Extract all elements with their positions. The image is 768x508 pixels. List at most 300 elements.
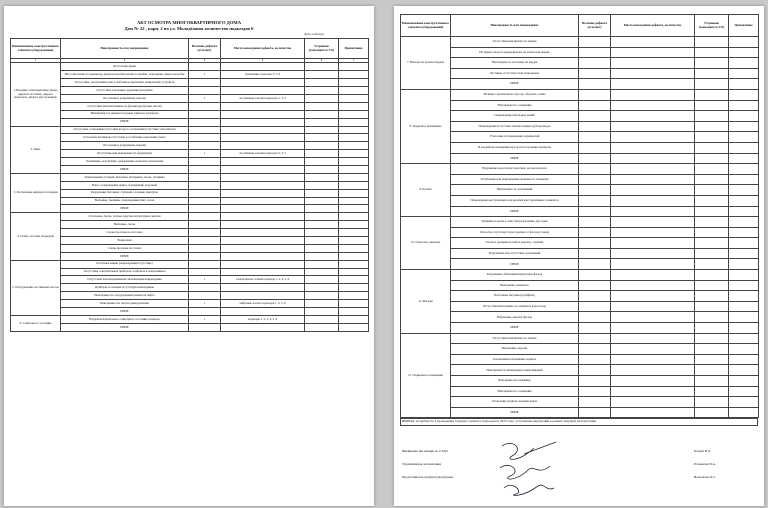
note-cell: [729, 185, 759, 196]
note-cell: [339, 118, 369, 126]
defect-present: [189, 158, 221, 166]
note-cell: [729, 301, 759, 312]
fixed-cell: [305, 205, 339, 213]
note-cell: [339, 158, 369, 166]
table-row: [401, 100, 759, 111]
defect-present: [189, 126, 221, 134]
defect-description: Вандализм: [61, 237, 189, 245]
defect-present: [579, 121, 611, 132]
signature-name: Богдан Н.Д.: [694, 449, 712, 453]
defect-present: [579, 238, 611, 249]
table-row: [401, 365, 759, 376]
defect-location: [221, 252, 305, 260]
defect-description: Выбоины, трещины, повреждения плит, полов: [61, 197, 189, 205]
fixed-cell: [695, 301, 729, 312]
note-cell: [729, 238, 759, 249]
fixed-cell: [305, 158, 339, 166]
defect-location: [611, 142, 695, 153]
defect-location: [221, 229, 305, 237]
defect-present: [579, 89, 611, 100]
defect-location: [221, 268, 305, 276]
table-row: [11, 87, 369, 95]
fixed-cell: [305, 165, 339, 173]
defect-present: [579, 185, 611, 196]
defect-present: [189, 197, 221, 205]
note-cell: [339, 102, 369, 110]
note-cell: [729, 217, 759, 228]
defect-description: Отсутствие остекления/отсутствие второго остекления/отсутствие уплотнителя: [61, 126, 189, 134]
defect-description: Затопление подвала, наличие влаги: [451, 397, 579, 408]
table-header-cell: Место нахождения дефекта, количество: [221, 39, 305, 59]
defect-location: [611, 291, 695, 302]
defect-location: [611, 217, 695, 228]
defect-present: [579, 195, 611, 206]
table-row: [401, 79, 759, 90]
note-cell: [339, 79, 369, 87]
fixed-cell: [305, 87, 339, 95]
note-cell: [729, 407, 759, 418]
defect-present: [579, 344, 611, 355]
defect-description: Не закрыт вход на чердак/кровлю на люках или дверях: [451, 47, 579, 58]
note-cell: [339, 63, 369, 71]
table-row: [401, 312, 759, 323]
defect-location: [611, 397, 695, 408]
defect-present: [189, 134, 221, 142]
table-row: [11, 126, 369, 134]
defect-description: Следы протечек на стенах: [61, 244, 189, 252]
fixed-cell: [305, 237, 339, 245]
defect-description: Почтовые ящики (повреждения/отсутствие): [61, 260, 189, 268]
defect-present: [579, 79, 611, 90]
note-cell: [729, 227, 759, 238]
section-name: 8. Чердачное помещение: [401, 89, 451, 163]
fixed-cell: [305, 221, 339, 229]
table-header-cell: Примечание: [729, 15, 759, 37]
table-row: [11, 134, 369, 142]
act-subtitle: Дом № 22 , корп. 2 по ул. Молодёжная количество подъездов 6: [124, 26, 254, 31]
defect-location: лестничные клетки подъездов 2, 3, 5: [221, 150, 305, 158]
fixed-cell: [305, 260, 339, 268]
fixed-cell: [305, 71, 339, 79]
defect-location: [611, 58, 695, 69]
note-cell: [339, 268, 369, 276]
fixed-cell: [695, 259, 729, 270]
table-row: [401, 174, 759, 185]
defect-description: ИНОЕ: [451, 79, 579, 90]
section-name: 10. Отмостка, крыльца: [401, 217, 451, 270]
fixed-cell: [695, 68, 729, 79]
note-cell: [729, 397, 759, 408]
defect-present: [189, 189, 221, 197]
defect-description: Отмостка отсутствует или отделена от фасада (стены): [451, 227, 579, 238]
fixed-cell: [305, 102, 339, 110]
defect-description: Нарушение окраски фасада: [451, 312, 579, 323]
defect-location: [611, 132, 695, 143]
note-cell: [339, 110, 369, 118]
defect-description: Неисправность освещения: [451, 386, 579, 397]
note-cell: [339, 165, 369, 173]
defect-location: [221, 213, 305, 221]
conclusion: ВЫВОД: потребность в проведении текущего ремонта подъездов в 2023 году/ устранение нарушений в рамках текущей эксплуатации: [400, 418, 758, 426]
note-cell: [339, 260, 369, 268]
defect-location: [611, 47, 695, 58]
fixed-cell: [305, 308, 339, 316]
column-number: 1: [11, 59, 61, 63]
defect-present: [579, 407, 611, 418]
fixed-cell: [305, 134, 339, 142]
defect-location: [611, 407, 695, 418]
defect-present: [579, 142, 611, 153]
fixed-cell: [695, 111, 729, 122]
defect-present: 1: [189, 94, 221, 102]
inspection-table-1: [10, 38, 369, 332]
note-cell: [729, 312, 759, 323]
note-cell: [729, 333, 759, 344]
note-cell: [729, 121, 759, 132]
table-row: [11, 94, 369, 102]
fixed-cell: [695, 100, 729, 111]
column-number: 3: [189, 59, 221, 63]
defect-description: Выбоины, сколы: [61, 221, 189, 229]
defect-present: [579, 174, 611, 185]
table-row: [11, 63, 369, 71]
defect-present: [189, 252, 221, 260]
note-cell: [339, 315, 369, 323]
defect-location: [221, 244, 305, 252]
date-label: Дата осмотра:: [304, 32, 325, 36]
table-header-cell: Устранено (заполняется УО): [305, 39, 339, 59]
defect-present: [579, 333, 611, 344]
table-row: [401, 142, 759, 153]
defect-location: [611, 111, 695, 122]
defect-present: [579, 312, 611, 323]
fixed-cell: [305, 300, 339, 308]
table-row: [401, 195, 759, 206]
note-cell: [339, 189, 369, 197]
note-cell: [339, 126, 369, 134]
table-header-cell: Наличие дефекта (есть/нет): [189, 39, 221, 59]
defect-description: Отсутствие доводчика, пружины/доводчика: [61, 87, 189, 95]
defect-present: [579, 354, 611, 365]
defect-location: [611, 354, 695, 365]
defect-description: Неисправность ограждений: [451, 185, 579, 196]
fixed-cell: [695, 365, 729, 376]
defect-description: ИНОЕ: [61, 118, 189, 126]
note-cell: [339, 181, 369, 189]
defect-location: [221, 237, 305, 245]
table-row: [11, 268, 369, 276]
note-cell: [729, 354, 759, 365]
defect-description: Отсутствие, заглушенные или ослабленное крепление запирающих устройств: [61, 79, 189, 87]
fixed-cell: [695, 333, 729, 344]
defect-present: [579, 291, 611, 302]
defect-present: [189, 79, 221, 87]
note-cell: [729, 153, 759, 164]
note-cell: [729, 164, 759, 175]
table-row: [401, 111, 759, 122]
table-row: [401, 132, 759, 143]
defect-present: [579, 111, 611, 122]
defect-description: Неисправность освещения: [451, 100, 579, 111]
defect-description: Разрушение или отсутствие ограждений: [451, 248, 579, 259]
defect-present: [189, 142, 221, 150]
note-cell: [729, 270, 759, 281]
defect-description: ИНОЕ: [61, 165, 189, 173]
defect-description: ИНОЕ: [61, 308, 189, 316]
table-row: [11, 284, 369, 292]
defect-present: 1: [189, 315, 221, 323]
table-row: [11, 323, 369, 331]
table-row: [401, 259, 759, 270]
defect-present: [189, 118, 221, 126]
table-row: [401, 47, 759, 58]
defect-location: [611, 89, 695, 100]
table-row: [401, 227, 759, 238]
note-cell: [729, 89, 759, 100]
defect-description: Неудовлетворительное санитарное состояние подъезда: [61, 315, 189, 323]
note-cell: [729, 58, 759, 69]
table-row: [401, 376, 759, 387]
note-cell: [729, 79, 759, 90]
note-cell: [729, 47, 759, 58]
table-row: [401, 323, 759, 334]
defect-description: Износ, повреждение перил, ограждений, поручней: [61, 181, 189, 189]
column-number: 7: [339, 59, 369, 63]
defect-present: [579, 58, 611, 69]
defect-present: [189, 323, 221, 331]
note-cell: [729, 100, 759, 111]
defect-present: [579, 132, 611, 143]
defect-present: [189, 87, 221, 95]
table-header-cell: Наличие дефекта (есть/нет): [579, 15, 611, 37]
defect-location: [221, 110, 305, 118]
note-cell: [729, 68, 759, 79]
defect-location: [221, 134, 305, 142]
defect-description: Наличие строительного мусора, обрезков, хлама: [451, 89, 579, 100]
table-row: [11, 229, 369, 237]
table-row: [401, 68, 759, 79]
fixed-cell: [695, 132, 729, 143]
defect-location: [611, 185, 695, 196]
table-row: [401, 238, 759, 249]
defect-description: Ослабление или повреждение кровельного покрытия: [451, 174, 579, 185]
note-cell: [339, 244, 369, 252]
fixed-cell: [305, 118, 339, 126]
note-cell: [339, 252, 369, 260]
defect-location: [221, 284, 305, 292]
fixed-cell: [695, 312, 729, 323]
defect-location: [611, 153, 695, 164]
fixed-cell: [305, 276, 339, 284]
section-name: 5. Оборудование лестничных клеток: [11, 260, 61, 315]
section-name: 3. Лестничные марши и площадки: [11, 173, 61, 212]
fixed-cell: [305, 229, 339, 237]
fixed-cell: [695, 227, 729, 238]
defect-present: [189, 63, 221, 71]
defect-description: ИНОЕ: [451, 259, 579, 270]
defect-present: 1: [189, 71, 221, 79]
table-row: [401, 407, 759, 418]
table-row: [11, 118, 369, 126]
fixed-cell: [695, 354, 729, 365]
defect-location: [221, 181, 305, 189]
signature-role: Управляющая организация: [402, 462, 441, 466]
fixed-cell: [305, 79, 339, 87]
table-row: [401, 153, 759, 164]
table-header-cell: Примечание: [339, 39, 369, 59]
defect-location: [611, 365, 695, 376]
defect-location: [611, 323, 695, 334]
fixed-cell: [695, 248, 729, 259]
table-row: [11, 276, 369, 284]
defect-location: лифтовые холлы подъездов 1, 3, 5, 6: [221, 300, 305, 308]
defect-location: [611, 376, 695, 387]
fixed-cell: [695, 323, 729, 334]
defect-present: [189, 260, 221, 268]
table-header-cell: Наименование конструктивного элемента (оборудования): [11, 39, 61, 59]
defect-present: [189, 237, 221, 245]
defect-present: [579, 280, 611, 291]
defect-present: [189, 292, 221, 300]
defect-present: [579, 164, 611, 175]
fixed-cell: [305, 94, 339, 102]
note-cell: [339, 87, 369, 95]
defect-present: 1: [189, 276, 221, 284]
fixed-cell: [695, 89, 729, 100]
defect-present: [579, 259, 611, 270]
fixed-cell: [305, 323, 339, 331]
note-cell: [729, 344, 759, 355]
table-row: [401, 217, 759, 228]
note-cell: [729, 132, 759, 143]
handwritten-signatures: [494, 436, 564, 498]
defect-location: [611, 195, 695, 206]
note-cell: [339, 284, 369, 292]
defect-location: [221, 87, 305, 95]
defect-present: [189, 165, 221, 173]
fixed-cell: [695, 270, 729, 281]
note-cell: [339, 150, 369, 158]
defect-description: Разрушение облицовки/штукатурки фасада: [451, 270, 579, 281]
defect-location: лестничные клетки подъездов 1, 3, 4: [221, 94, 305, 102]
defect-location: [221, 323, 305, 331]
defect-location: [611, 37, 695, 48]
defect-present: [579, 227, 611, 238]
table-row: [11, 197, 369, 205]
defect-description: В чердачном помещении мусор и посторонние предметы: [451, 142, 579, 153]
table-row: [11, 173, 369, 181]
fixed-cell: [695, 58, 729, 69]
defect-present: [579, 270, 611, 281]
section-name: 9. Кровля: [401, 164, 451, 217]
table-row: [11, 292, 369, 300]
fixed-cell: [695, 397, 729, 408]
fixed-cell: [695, 37, 729, 48]
table-row: [401, 206, 759, 217]
defect-description: Отсутствие или неисправность фурнитуры: [61, 150, 189, 158]
section-name: 11. Фасады: [401, 270, 451, 334]
fixed-cell: [695, 153, 729, 164]
defect-present: [189, 229, 221, 237]
note-cell: [729, 206, 759, 217]
defect-description: ИНОЕ: [61, 205, 189, 213]
table-row: [11, 181, 369, 189]
table-row: [401, 280, 759, 291]
defect-location: [221, 205, 305, 213]
note-cell: [339, 300, 369, 308]
note-cell: [729, 142, 759, 153]
note-cell: [339, 276, 369, 284]
note-cell: [339, 213, 369, 221]
defect-location: [611, 270, 695, 281]
defect-location: [611, 164, 695, 175]
section-name: 1. Входные/ эвакуационные двери, двери на лестнице, двери в переходах, двери в мусорокамеру: [11, 63, 61, 126]
defect-description: Несоответствие по параметру дверное коробки/оконного проёма. Доводчики, дверь в коробке: [61, 71, 189, 79]
defect-present: [579, 217, 611, 228]
table-row: [11, 110, 369, 118]
defect-location: [221, 79, 305, 87]
table-row: [401, 386, 759, 397]
defect-present: [579, 386, 611, 397]
defect-present: [579, 301, 611, 312]
fixed-cell: [695, 142, 729, 153]
defect-location: [611, 100, 695, 111]
defect-description: ИНОЕ: [451, 407, 579, 418]
defect-description: Захламление/загрязнение подвала: [451, 354, 579, 365]
defect-present: [189, 308, 221, 316]
note-cell: [729, 37, 759, 48]
defect-location: [221, 126, 305, 134]
table-row: [11, 260, 369, 268]
defect-present: [579, 248, 611, 259]
fixed-cell: [695, 174, 729, 185]
defect-location: [611, 121, 695, 132]
table-row: [11, 300, 369, 308]
defect-description: Нарушение водоотвода: протечки, засоры воронок: [451, 164, 579, 175]
fixed-cell: [305, 126, 339, 134]
table-header-cell: Неисправность или повреждение: [451, 15, 579, 37]
fixed-cell: [305, 315, 339, 323]
defect-location: [221, 142, 305, 150]
fixed-cell: [305, 244, 339, 252]
table-row: [401, 301, 759, 312]
defect-location: подъезды 1, 2, 3, 4, 5, 6: [221, 315, 305, 323]
fixed-cell: [695, 291, 729, 302]
defect-present: [579, 206, 611, 217]
defect-location: [611, 206, 695, 217]
defect-location: [611, 227, 695, 238]
defect-location: [611, 344, 695, 355]
fixed-cell: [305, 110, 339, 118]
table-row: [11, 158, 369, 166]
table-row: [11, 205, 369, 213]
fixed-cell: [305, 284, 339, 292]
defect-present: [579, 323, 611, 334]
table-header-cell: Место нахождения дефекта, количество: [611, 15, 695, 37]
defect-location: помещение подъезда 2, 5, 6: [221, 71, 305, 79]
column-number: 6: [305, 59, 339, 63]
table-header-cell: Неисправность или повреждение: [61, 39, 189, 59]
table-row: [11, 102, 369, 110]
defect-description: Неисправность лестницы на чердак: [451, 58, 579, 69]
defect-description: Следы протечек на потолках: [61, 229, 189, 237]
table-row: [11, 142, 369, 150]
note-cell: [339, 229, 369, 237]
defect-description: Неисправность дверных кодовых замков и домофона: [61, 110, 189, 118]
table-row: [11, 308, 369, 316]
defect-location: [611, 312, 695, 323]
defect-description: Отслоение и разрушение окраски: [61, 94, 189, 102]
